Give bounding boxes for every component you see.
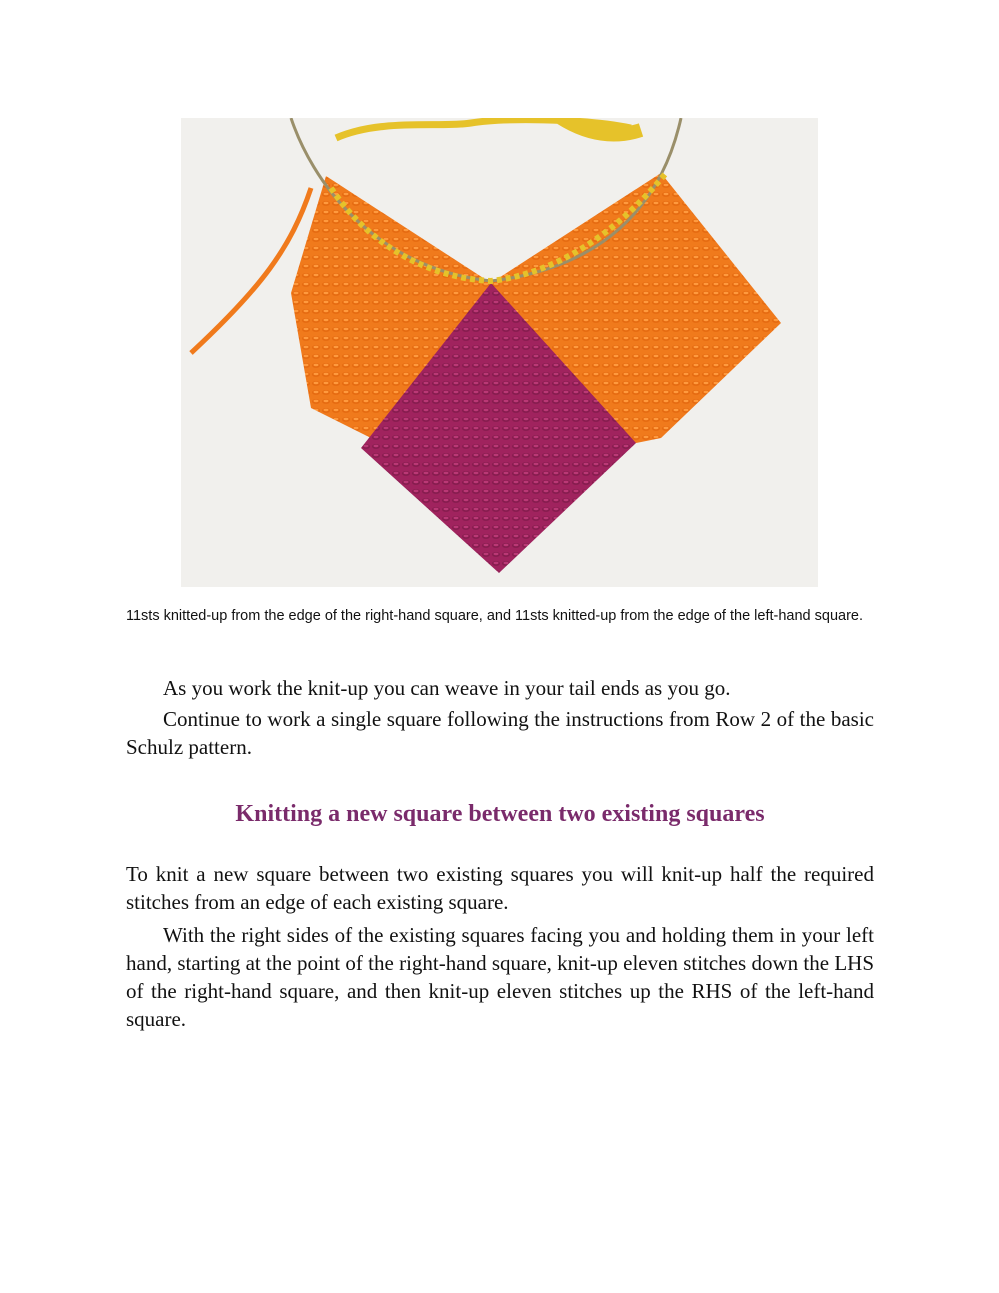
section-heading: Knitting a new square between two existing squares: [235, 801, 765, 827]
paragraph-knit-up-instructions: With the right sides of the existing squares facing you and holding them in your left hand, starting at the point of the right-hand square, knit-up eleven stitches down the LHS of the right-hand square, and then knit-up eleven stitches up the RHS of the left-hand square.: [126, 923, 874, 1031]
paragraph-continue-square: Continue to work a single square following the instructions from Row 2 of the basic Schulz pattern.: [126, 707, 874, 759]
figure-caption: 11sts knitted-up from the edge of the right-hand square, and 11sts knitted-up from the edge of the left-hand square.: [126, 608, 864, 624]
paragraph-weave-tails: As you work the knit-up you can weave in your tail ends as you go.: [163, 676, 731, 700]
paragraph-new-square-intro: To knit a new square between two existing squares you will knit-up half the required stitches from an edge of each existing square.: [126, 862, 874, 914]
knitting-photo: [181, 118, 818, 587]
